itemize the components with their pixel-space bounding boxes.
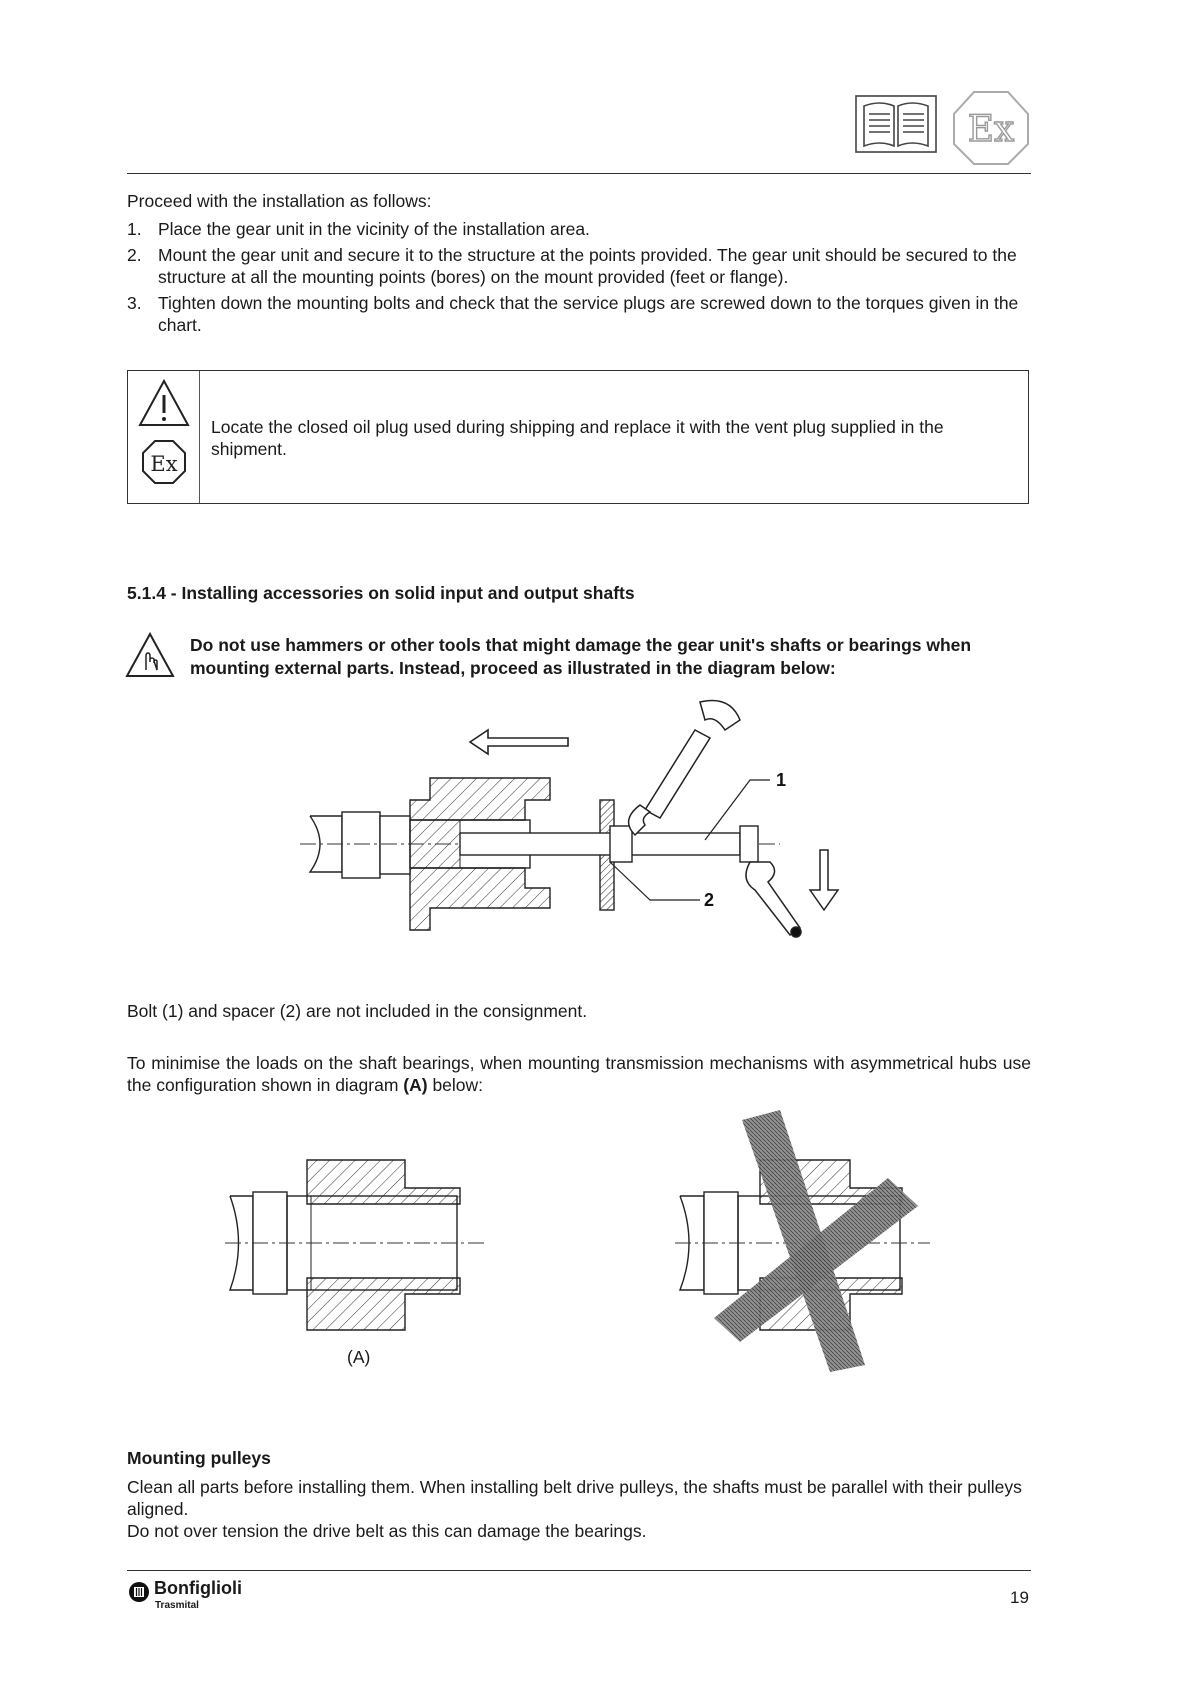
pulleys-title: Mounting pulleys [127, 1448, 271, 1468]
asym-hub-text: To minimise the loads on the shaft bearings, when mounting transmission mechanisms with asymmetrical hubs use the configuration shown in diagram (A) below: [127, 1053, 1031, 1095]
list-item: 1. Place the gear unit in the vicinity of the installation area. [127, 219, 590, 239]
footer-rule [127, 1570, 1031, 1571]
shaft-mounting-diagram [300, 700, 860, 980]
caution-text: Do not use hammers or other tools that might damage the gear unit's shafts or bearings when mounting external parts. Instead, proceed as illustrated in the diagram below: [190, 635, 972, 678]
installation-steps [127, 218, 1031, 340]
intro-text: Proceed with the installation as follows: [127, 191, 432, 211]
svg-text:Ex: Ex [150, 452, 178, 476]
brand-sub: Trasmital [155, 1600, 199, 1611]
atex-ex-icon [950, 88, 1032, 168]
brand-logo [127, 1578, 287, 1618]
diagram-a-label: (A) [347, 1347, 371, 1367]
section-title: 5.1.4 - Installing accessories on solid input and output shafts [127, 583, 635, 603]
header-rule [127, 173, 1031, 174]
push-arrow-icon [470, 730, 568, 754]
down-arrow-icon [810, 850, 838, 910]
bonfiglioli-logo-icon [127, 1580, 151, 1604]
spacer-label: 2 [704, 890, 715, 910]
prohibited-cross-icon [714, 1110, 918, 1372]
brand-name: Bonfiglioli [154, 1578, 242, 1598]
warning-box [127, 370, 1029, 504]
bolt-label: 1 [776, 770, 787, 790]
warning-triangle-icon [140, 381, 188, 425]
list-item: 3. Tighten down the mounting bolts and check that the service plugs are screwed down to the torques given in the chart. [127, 293, 1019, 335]
wrench-icon [746, 862, 801, 937]
warning-icon-column [128, 371, 200, 503]
pulleys-text: Clean all parts before installing them. When installing belt drive pulleys, the shafts must be parallel with their pulleys aligned. Do not over tension the drive belt as this can damage the bearings. [127, 1477, 1022, 1541]
diagram-b-incorrect [670, 1110, 950, 1380]
warning-text: Locate the closed oil plug used during shipping and replace it with the vent plug supplied in the shipment. [211, 417, 944, 459]
bolt-note: Bolt (1) and spacer (2) are not included in the consignment. [127, 1001, 588, 1021]
atex-ex-icon [143, 441, 185, 483]
diagram-a-correct [225, 1150, 495, 1340]
list-item: 2. Mount the gear unit and secure it to the structure at the points provided. The gear unit should be secured to the structure at all the mounting points (bores) on the mount provided (feet or flange). [127, 245, 1017, 287]
caution-hand-icon [125, 632, 175, 678]
page-number: 19 [1010, 1588, 1029, 1607]
svg-text:Ex: Ex [967, 109, 1015, 150]
